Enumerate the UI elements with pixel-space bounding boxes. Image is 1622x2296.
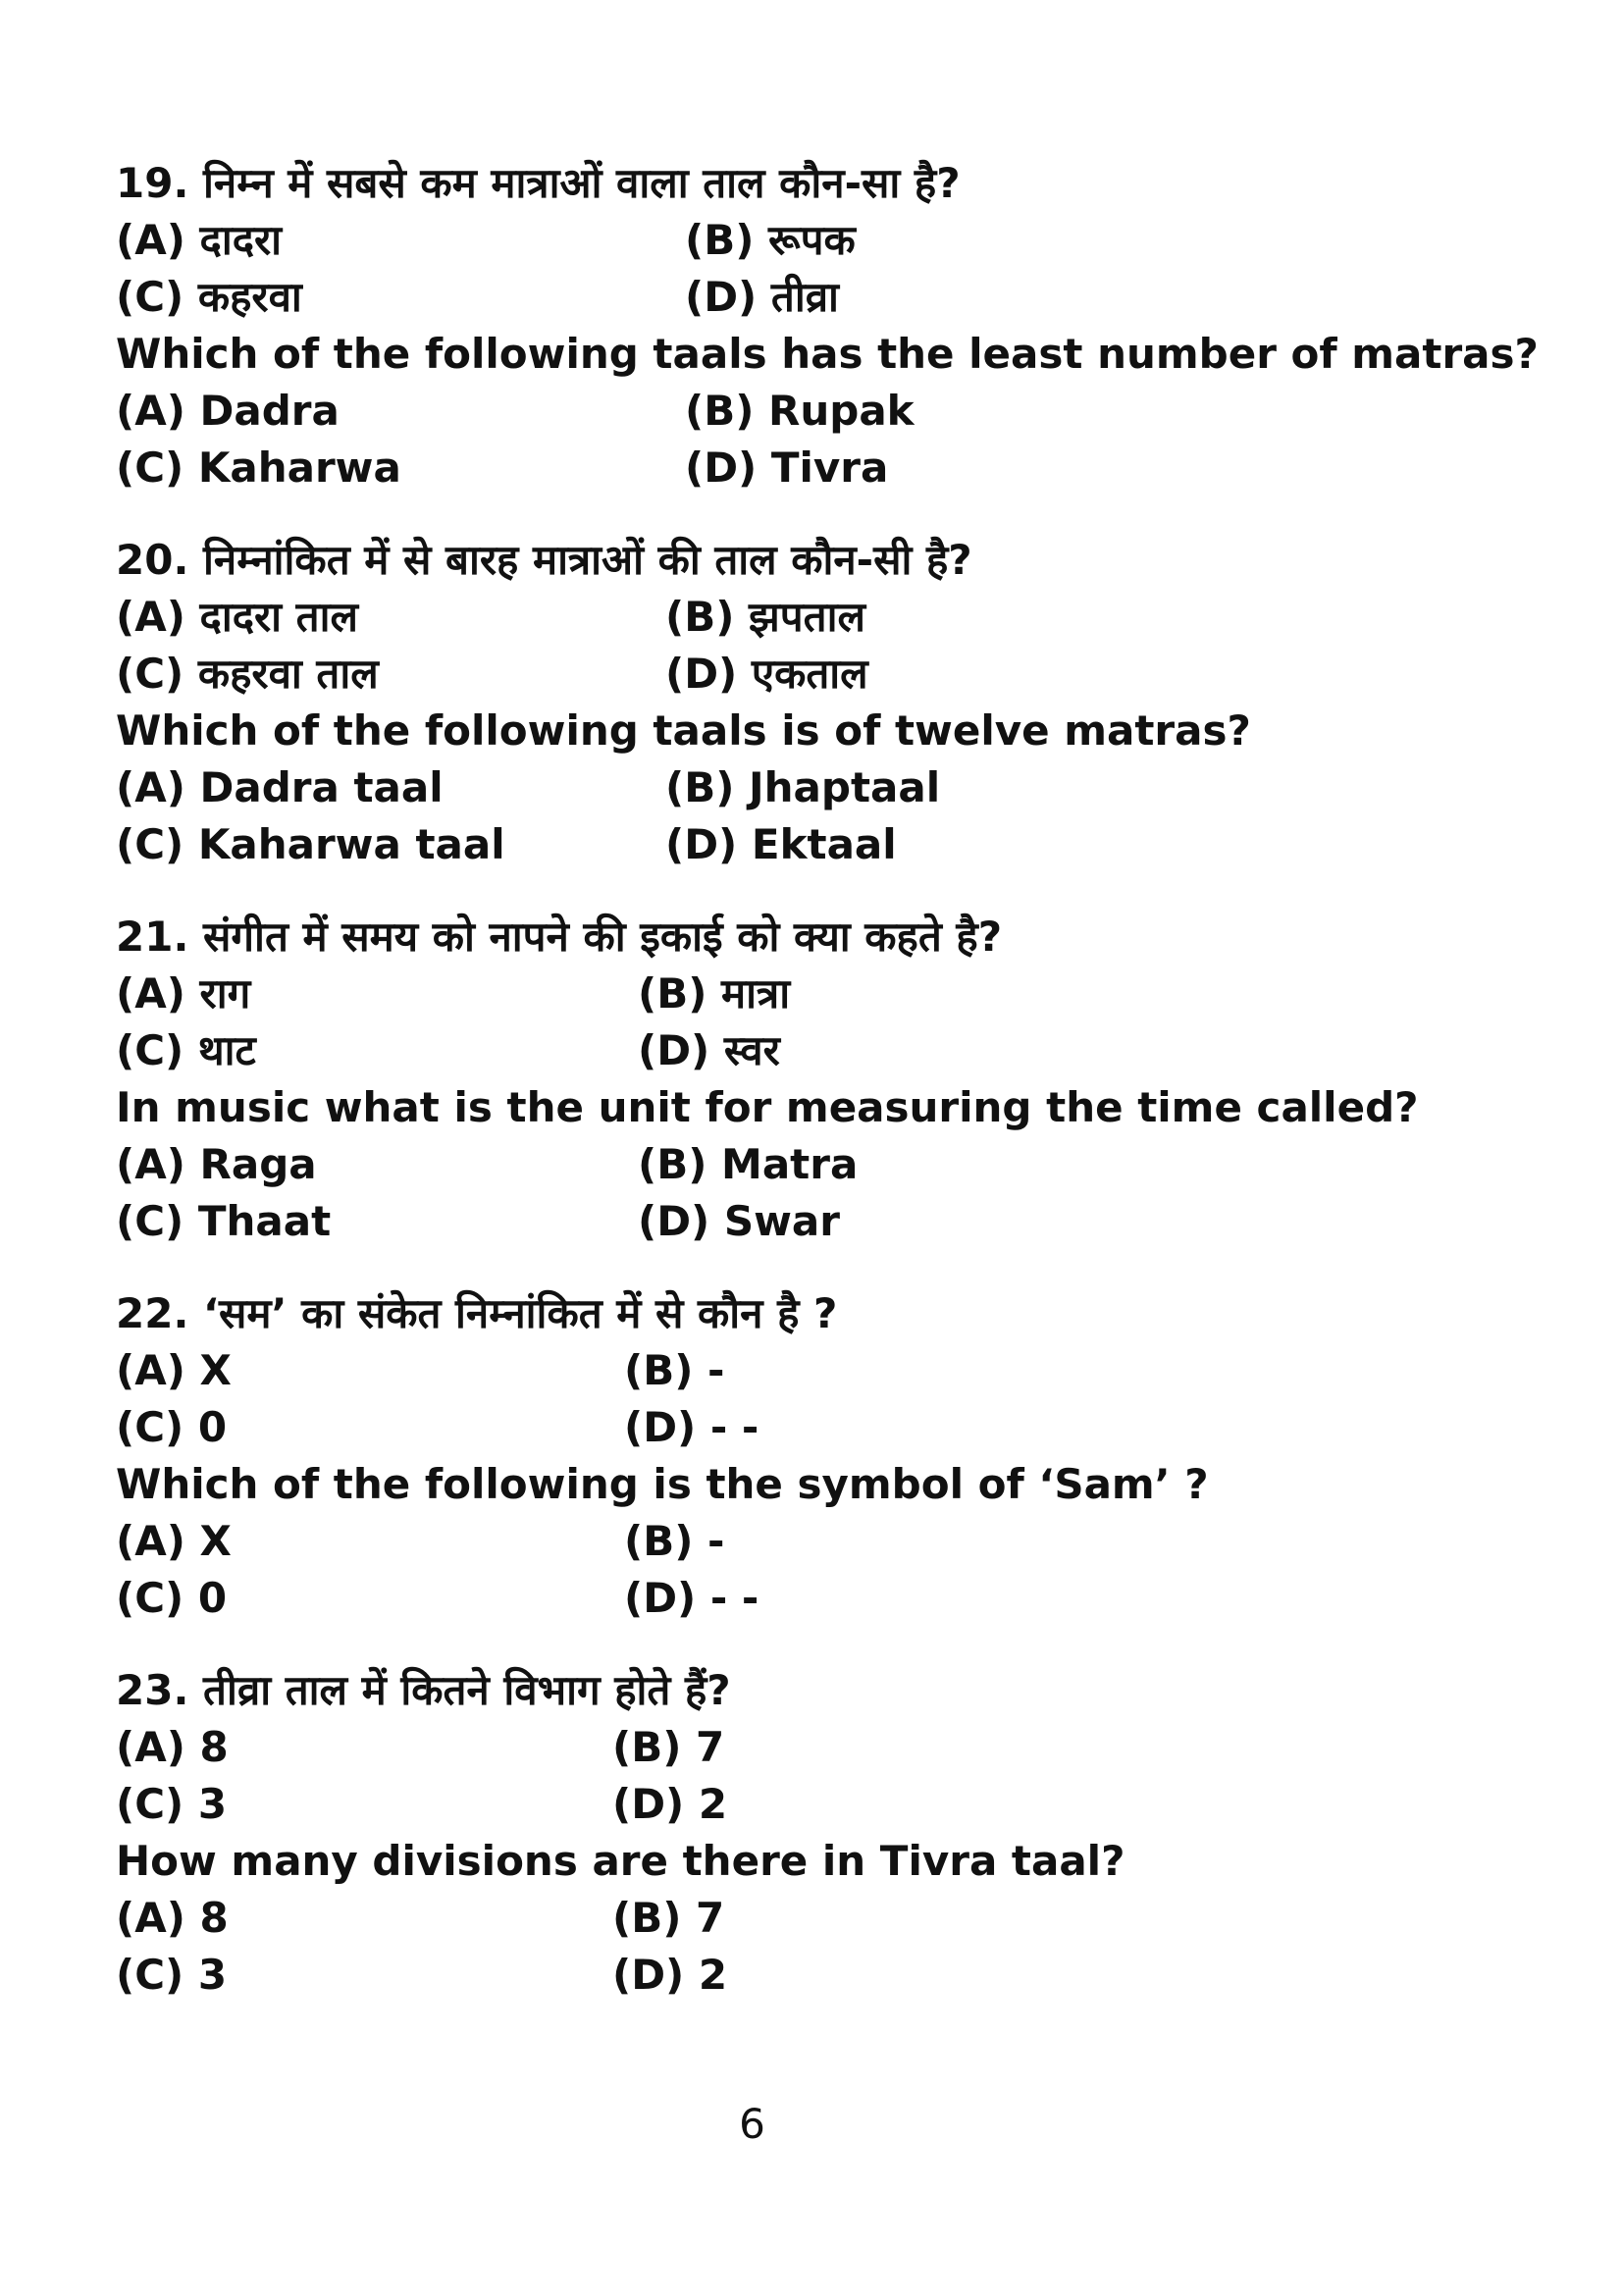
question-23-english-option-a: (A) 8: [116, 1894, 229, 1942]
question-19-english-options-row-2: [116, 440, 1509, 496]
question-20-english-text: Which of the following taals is of twelve matras?: [116, 706, 1251, 755]
question-23-english-options-row-2: [116, 1947, 1509, 2004]
question-22-english-options-row-2: [116, 1570, 1509, 1627]
question-19-hindi-option-d: (D) तीव्रा: [685, 273, 839, 321]
question-23-hindi-options-row-1: [116, 1719, 1509, 1776]
question-23: [116, 1662, 1509, 2004]
question-20: [116, 532, 1509, 873]
question-19-hindi-text: 19. निम्न में सबसे कम मात्राओं वाला ताल कौन-सा है?: [116, 159, 961, 207]
question-21-hindi-text: 21. संगीत में समय को नापने की इकाई को क्या कहते है?: [116, 913, 1003, 961]
question-19-english-options-row-1: [116, 383, 1509, 440]
question-19-hindi-options-row-1: [116, 212, 1509, 269]
question-20-english-option-a: (A) Dadra taal: [116, 763, 444, 811]
question-20-english-option-c: (C) Kaharwa taal: [116, 820, 505, 868]
question-page: [116, 155, 1539, 2039]
question-23-hindi-option-b: (B) 7: [612, 1723, 725, 1771]
question-21-english-option-a: (A) Raga: [116, 1140, 317, 1188]
question-22: [116, 1285, 1509, 1627]
question-20-hindi-option-d: (D) एकताल: [665, 650, 868, 698]
question-23-hindi-option-d: (D) 2: [612, 1780, 728, 1828]
question-20-english-options-row-2: [116, 816, 1509, 873]
question-22-english-text: Which of the following is the symbol of ‘Sam’ ?: [116, 1460, 1209, 1508]
question-19-english-option-a: (A) Dadra: [116, 387, 340, 435]
question-23-hindi-option-c: (C) 3: [116, 1780, 228, 1828]
question-21-english-options-row-1: [116, 1136, 1509, 1193]
question-19-hindi-option-a: (A) दादरा: [116, 216, 283, 264]
question-21-english-options-row-2: [116, 1193, 1509, 1250]
question-22-english-option-b: (B) -: [624, 1517, 725, 1565]
question-19-hindi-option-b: (B) रूपक: [685, 216, 856, 264]
question-21-hindi-option-b: (B) मात्रा: [638, 969, 791, 1018]
question-19-hindi-options-row-2: [116, 269, 1509, 326]
question-19-hindi-option-c: (C) कहरवा: [116, 273, 302, 321]
question-23-hindi-option-a: (A) 8: [116, 1723, 229, 1771]
question-23-english-text: How many divisions are there in Tivra taal?: [116, 1837, 1125, 1885]
question-19-english-option-c: (C) Kaharwa: [116, 444, 401, 492]
question-22-english-options-row-1: [116, 1513, 1509, 1570]
question-21-english-option-b: (B) Matra: [638, 1140, 859, 1188]
question-22-hindi-option-a: (A) X: [116, 1346, 232, 1394]
page-number: 6: [739, 2100, 765, 2148]
question-19-english-text: Which of the following taals has the least number of matras?: [116, 330, 1539, 378]
question-19-english-option-b: (B) Rupak: [685, 387, 915, 435]
question-20-hindi-option-c: (C) कहरवा ताल: [116, 650, 379, 698]
question-21-hindi-option-c: (C) थाट: [116, 1026, 256, 1074]
question-23-english-options-row-1: [116, 1890, 1509, 1947]
question-20-english-option-b: (B) Jhaptaal: [665, 763, 941, 811]
question-20-hindi-options-row-2: [116, 646, 1509, 703]
question-22-hindi-options-row-2: [116, 1399, 1509, 1456]
question-21: [116, 909, 1509, 1250]
question-21-hindi-option-a: (A) राग: [116, 969, 251, 1018]
question-21-english-text: In music what is the unit for measuring the time called?: [116, 1083, 1419, 1131]
question-20-english-options-row-1: [116, 759, 1509, 816]
question-19-english-option-d: (D) Tivra: [685, 444, 889, 492]
question-23-english-option-c: (C) 3: [116, 1951, 228, 1999]
question-21-hindi-option-d: (D) स्वर: [638, 1026, 780, 1074]
question-20-hindi-options-row-1: [116, 589, 1509, 646]
question-22-english-option-a: (A) X: [116, 1517, 232, 1565]
question-22-hindi-options-row-1: [116, 1342, 1509, 1399]
question-20-hindi-option-a: (A) दादरा ताल: [116, 593, 358, 641]
question-23-english-option-b: (B) 7: [612, 1894, 725, 1942]
question-22-hindi-text: 22. ‘सम’ का संकेत निम्नांकित में से कौन है ?: [116, 1289, 838, 1337]
question-22-english-option-d: (D) - -: [624, 1574, 759, 1622]
question-20-hindi-option-b: (B) झपताल: [665, 593, 865, 641]
question-22-hindi-option-b: (B) -: [624, 1346, 725, 1394]
question-20-english-option-d: (D) Ektaal: [665, 820, 897, 868]
question-23-english-option-d: (D) 2: [612, 1951, 728, 1999]
question-20-hindi-text: 20. निम्नांकित में से बारह मात्राओं की ताल कौन-सी है?: [116, 536, 972, 584]
question-21-english-option-c: (C) Thaat: [116, 1197, 332, 1245]
question-22-hindi-option-d: (D) - -: [624, 1403, 759, 1451]
question-22-english-option-c: (C) 0: [116, 1574, 228, 1622]
question-23-hindi-text: 23. तीव्रा ताल में कितने विभाग होते हैं?: [116, 1666, 731, 1714]
question-23-hindi-options-row-2: [116, 1776, 1509, 1833]
question-21-hindi-options-row-1: [116, 965, 1509, 1022]
question-19: [116, 155, 1539, 496]
question-21-english-option-d: (D) Swar: [638, 1197, 840, 1245]
question-21-hindi-options-row-2: [116, 1022, 1509, 1079]
question-22-hindi-option-c: (C) 0: [116, 1403, 228, 1451]
